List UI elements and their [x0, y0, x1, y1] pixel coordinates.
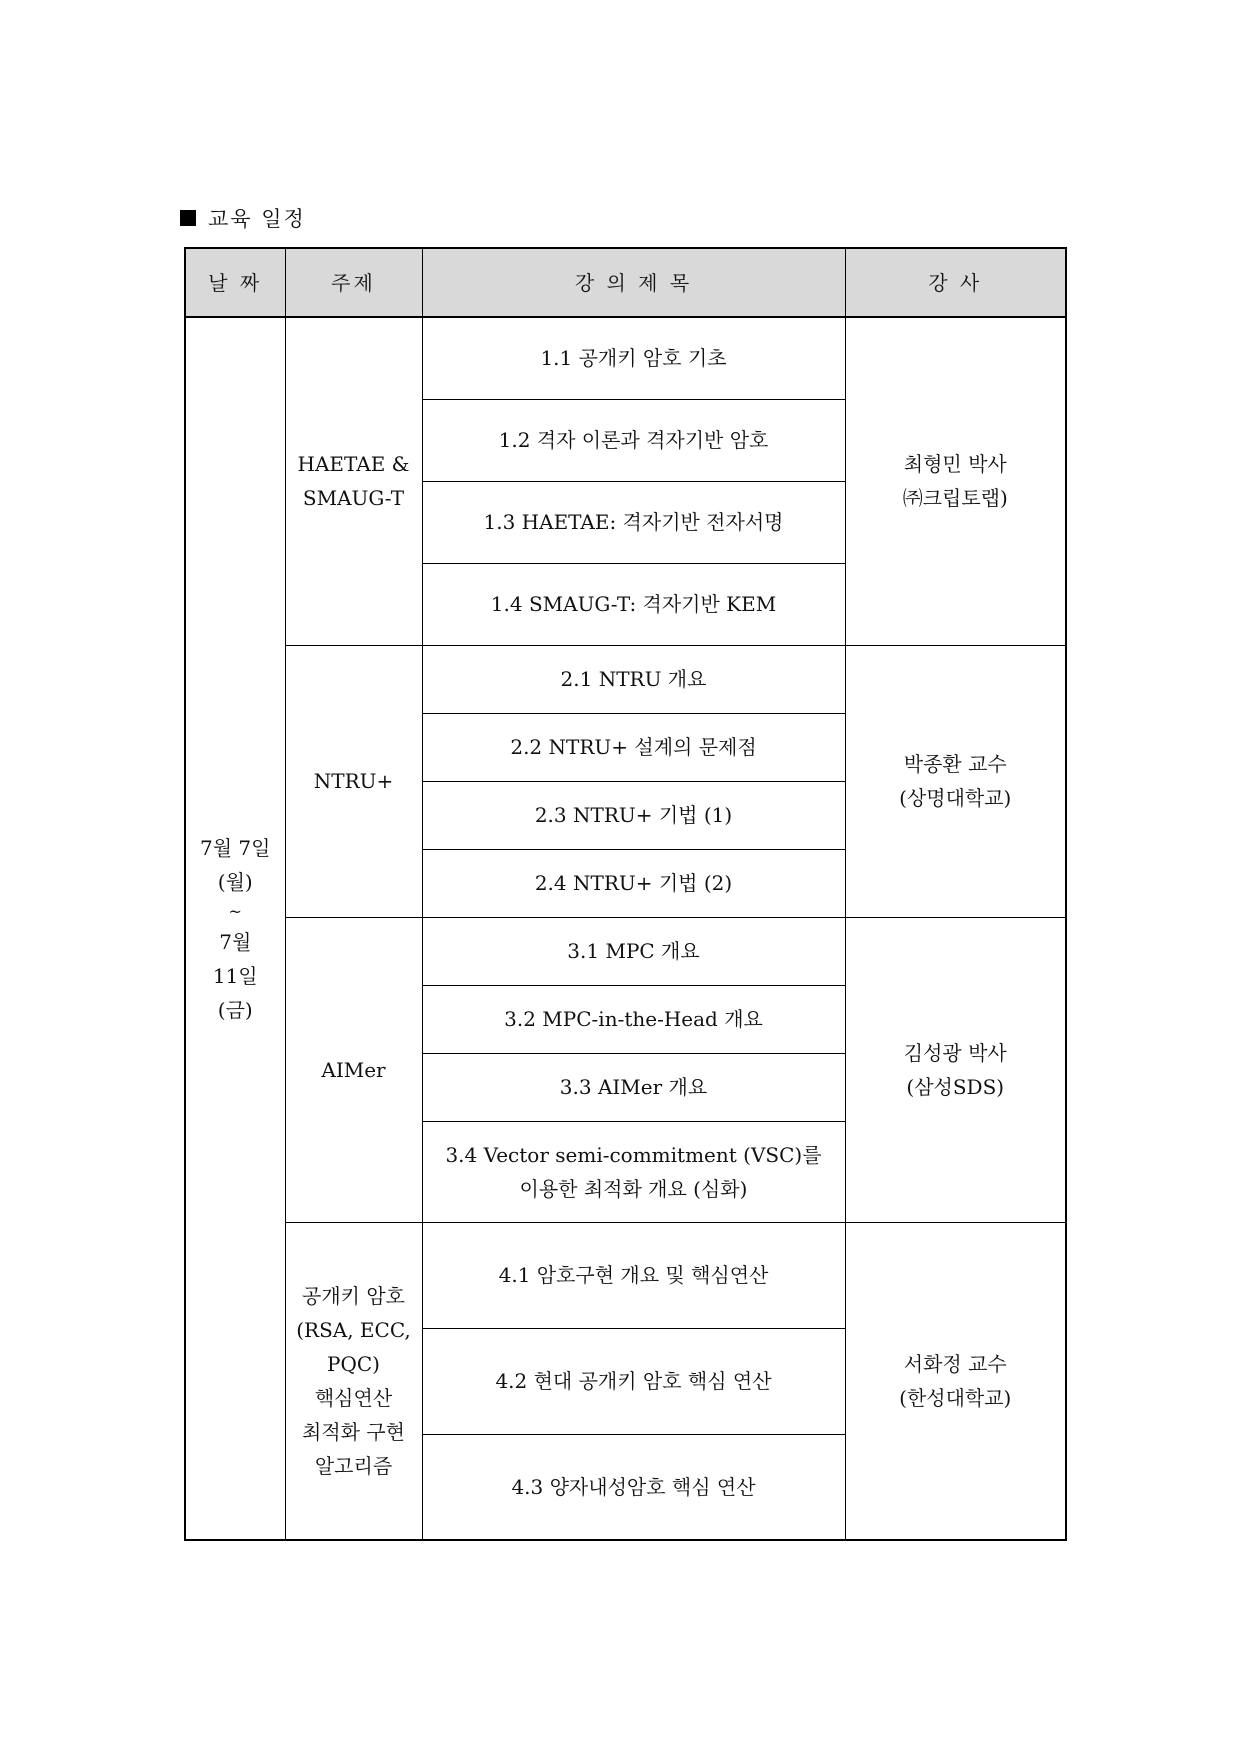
lecture-cell: [422, 563, 845, 645]
date-line: ~: [228, 901, 242, 921]
lecture-line: 이용한 최적화 개요 (심화): [519, 1176, 748, 1201]
topic-line: HAETAE &: [297, 452, 410, 477]
topic-cell: [285, 645, 422, 917]
table-row: [185, 1222, 1066, 1328]
instructor-line: (한성대학교): [899, 1385, 1012, 1410]
instructor-cell: [845, 645, 1066, 917]
instructor-line: 박종환 교수: [903, 752, 1007, 776]
topic-line: (RSA, ECC,: [296, 1317, 411, 1342]
lecture-line: 3.4 Vector semi-commitment (VSC)를: [445, 1142, 822, 1167]
lecture-line: 2.3 NTRU+ 기법 (1): [534, 803, 733, 827]
date-line: (월): [217, 869, 253, 894]
topic-line: PQC): [327, 1351, 380, 1376]
topic-line: NTRU+: [313, 769, 394, 793]
instructor-line: 김성광 박사: [903, 1040, 1007, 1065]
lecture-cell: [422, 1434, 845, 1540]
lecture-line: 1.2 격자 이론과 격자기반 암호: [498, 428, 769, 452]
instructor-line: (상명대학교): [899, 786, 1012, 810]
topic-line: AIMer: [321, 1057, 386, 1082]
lecture-cell: [422, 849, 845, 917]
header-instructor: 강 사: [845, 248, 1066, 317]
instructor-cell: [845, 1222, 1066, 1540]
header-row: [185, 248, 1066, 317]
instructor-line: 최형민 박사: [903, 452, 1007, 477]
date-line: 11일: [212, 963, 258, 988]
date-line: 7월 7일: [200, 835, 271, 860]
lecture-cell: [422, 713, 845, 781]
header-lecture-title: 강 의 제 목: [422, 248, 845, 317]
lecture-line: 2.1 NTRU 개요: [560, 667, 707, 691]
lecture-line: 2.4 NTRU+ 기법 (2): [534, 871, 733, 895]
black-square-icon: [180, 210, 196, 226]
date-line: (금): [217, 997, 253, 1022]
lecture-cell: [422, 1121, 845, 1222]
topic-line: 알고리즘: [314, 1453, 393, 1478]
lecture-line: 3.3 AIMer 개요: [559, 1075, 708, 1099]
topic-cell: [285, 317, 422, 645]
instructor-line: 서화정 교수: [903, 1351, 1007, 1376]
lecture-line: 4.2 현대 공개키 암호 핵심 연산: [495, 1369, 772, 1393]
lecture-cell: [422, 399, 845, 481]
topic-cell: [285, 917, 422, 1222]
lecture-line: 4.1 암호구현 개요 및 핵심연산: [498, 1263, 769, 1287]
lecture-line: 1.4 SMAUG-T: 격자기반 KEM: [490, 592, 777, 616]
lecture-cell: [422, 645, 845, 713]
lecture-cell: [422, 317, 845, 399]
lecture-cell: [422, 1222, 845, 1328]
date-line: 7월: [219, 929, 252, 954]
lecture-cell: [422, 917, 845, 985]
lecture-line: 2.2 NTRU+ 설계의 문제점: [510, 735, 757, 759]
lecture-cell: [422, 481, 845, 563]
lecture-line: 1.3 HAETAE: 격자기반 전자서명: [483, 510, 784, 534]
lecture-cell: [422, 1053, 845, 1121]
lecture-line: 4.3 양자내성암호 핵심 연산: [511, 1474, 756, 1499]
header-date: 날 짜: [185, 248, 285, 317]
header-topic: 주제: [285, 248, 422, 317]
lecture-cell: [422, 985, 845, 1053]
schedule-table: [184, 247, 1067, 1541]
topic-cell: [285, 1222, 422, 1540]
instructor-line: ㈜크립토랩): [902, 486, 1008, 511]
lecture-cell: [422, 1328, 845, 1434]
table-row: [185, 645, 1066, 713]
instructor-cell: [845, 317, 1066, 645]
topic-line: 핵심연산: [314, 1385, 393, 1410]
lecture-cell: [422, 781, 845, 849]
date-cell: [185, 317, 285, 1540]
topic-line: 공개키 암호: [302, 1283, 405, 1308]
instructor-cell: [845, 917, 1066, 1222]
section-heading: [180, 204, 306, 232]
topic-line: 최적화 구현: [302, 1419, 405, 1444]
table-row: [185, 317, 1066, 399]
lecture-line: 1.1 공개키 암호 기초: [540, 346, 727, 371]
instructor-line: (삼성SDS): [906, 1074, 1005, 1099]
topic-line: SMAUG-T: [302, 486, 405, 511]
section-title: 교육 일정: [208, 207, 306, 231]
lecture-line: 3.2 MPC-in-the-Head 개요: [504, 1007, 763, 1031]
lecture-line: 3.1 MPC 개요: [567, 939, 700, 963]
table-row: [185, 917, 1066, 985]
